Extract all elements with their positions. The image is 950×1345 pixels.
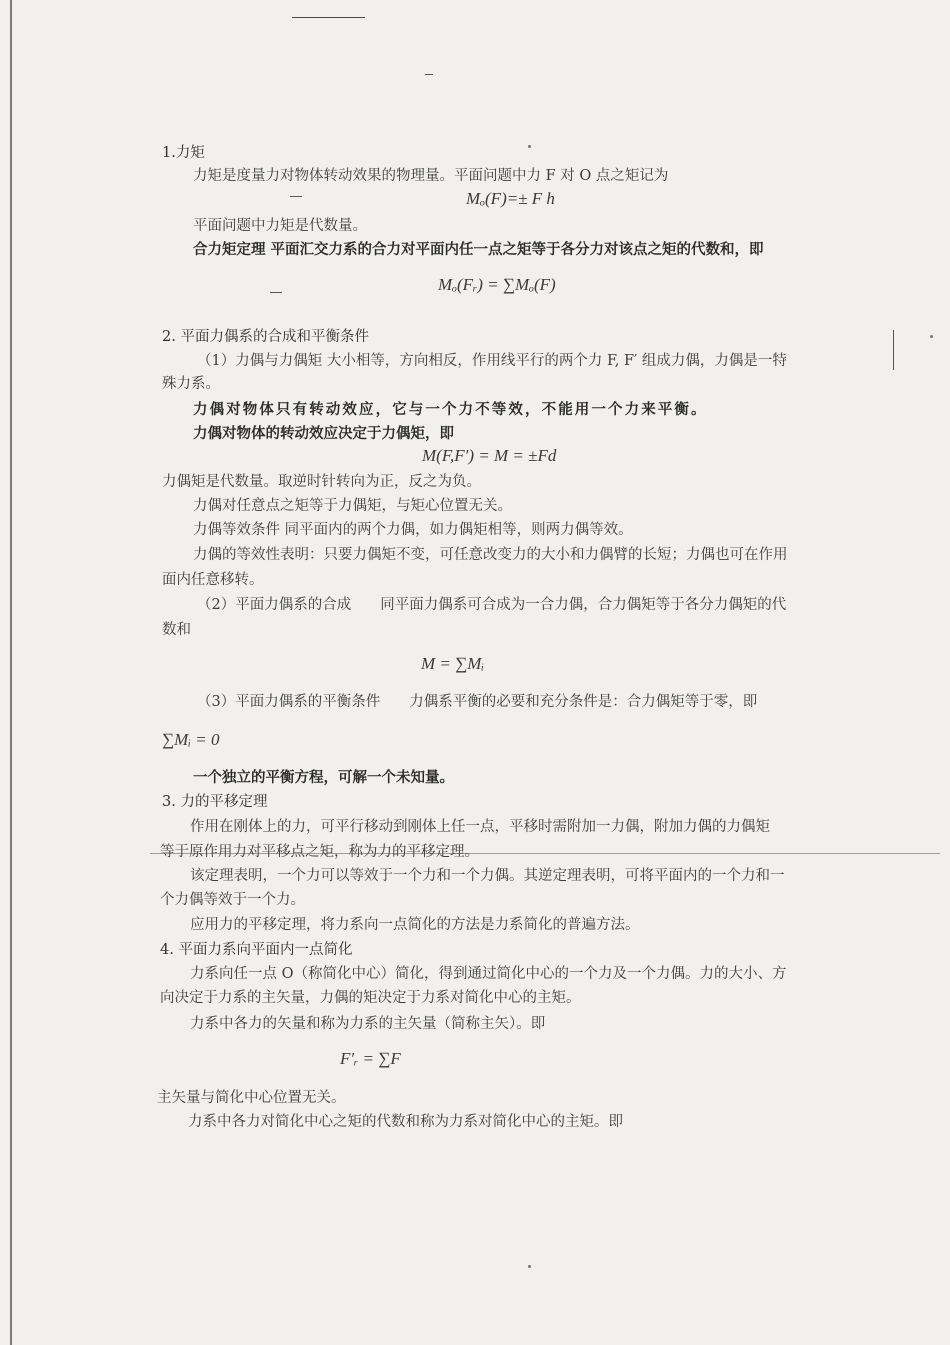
paragraph: 殊力系。 (162, 376, 220, 392)
paragraph: 力系向任一点 O（称简化中心）简化，得到通过简化中心的一个力及一个力偶。力的大小、方 (190, 966, 787, 982)
paragraph: 力偶对任意点之矩等于力偶矩，与矩心位置无关。 (193, 498, 512, 514)
scan-mark (290, 196, 302, 197)
section-1-title: 1.力矩 (162, 145, 205, 161)
paragraph: 力偶的等效性表明：只要力偶矩不变，可任意改变力的大小和力偶臂的长短；力偶也可在作用 (193, 547, 788, 563)
paragraph: 向决定于力系的主矢量，力偶的矩决定于力系对简化中心的主矩。 (160, 990, 581, 1006)
paragraph: 平面问题中力矩是代数量。 (193, 218, 367, 234)
paragraph: 力系中各力对简化中心之矩的代数和称为力系对简化中心的主矩。即 (188, 1114, 623, 1130)
paragraph-theorem: 合力矩定理 平面汇交力系的合力对平面内任一点之矩等于各分力对该点之矩的代数和，即 (193, 241, 764, 258)
equation-couple-sum: M = ∑Mᵢ (421, 654, 485, 673)
scan-speck (528, 1265, 531, 1268)
equation-equilibrium: ∑Mᵢ = 0 (162, 730, 220, 749)
paragraph: 力系中各力的矢量和称为力系的主矢量（简称主矢）。即 (190, 1016, 546, 1032)
paragraph: 主矢量与简化中心位置无关。 (157, 1090, 346, 1106)
paragraph: 应用力的平移定理，将力系向一点简化的方法是力系简化的普遍方法。 (190, 917, 640, 933)
paragraph: 该定理表明，一个力可以等效于一个力和一个力偶。其逆定理表明，可将平面内的一个力和一 (190, 868, 785, 884)
section-2-title: 2. 平面力偶系的合成和平衡条件 (162, 329, 369, 345)
equation-principal-vector: F′ᵣ = ∑F (340, 1049, 401, 1068)
scan-edge-line (10, 0, 12, 1345)
paragraph: 一个独立的平衡方程，可解一个未知量。 (193, 769, 454, 786)
paragraph: 等于原作用力对平移点之矩，称为力的平移定理。 (160, 844, 479, 860)
equation-couple-moment: M(F,F′) = M = ±Fd (422, 446, 557, 465)
paragraph: （2）平面力偶系的合成 同平面力偶系可合成为一合力偶，合力偶矩等于各分力偶矩的代 (197, 597, 787, 613)
paragraph: （1）力偶与力偶矩 大小相等，方向相反，作用线平行的两个力 F, F′ 组成力偶，力偶是一特 (197, 353, 787, 369)
paragraph: （3）平面力偶系的平衡条件 力偶系平衡的必要和充分条件是：合力偶矩等于零，即 (197, 694, 758, 710)
equation-resultant-moment: Mₒ(Fᵣ) = ∑Mₒ(F) (438, 275, 556, 294)
scan-mark (425, 74, 433, 75)
paragraph: 力偶矩是代数量。取逆时针转向为正，反之为负。 (162, 474, 481, 490)
paragraph: 个力偶等效于一个力。 (160, 892, 305, 908)
equation-moment: Mₒ(F)=± F h (466, 189, 555, 208)
scan-mark (893, 330, 894, 370)
section-3-title: 3. 力的平移定理 (162, 794, 268, 810)
paragraph: 数和 (162, 622, 191, 638)
top-rule (292, 17, 365, 18)
scan-speck (930, 335, 933, 338)
paragraph: 力偶对物体的转动效应决定于力偶矩，即 (193, 425, 454, 442)
paragraph-emphasis: 力偶对物体只有转动效应，它与一个力不等效，不能用一个力来平衡。 (193, 401, 708, 418)
section-4-title: 4. 平面力系向平面内一点简化 (160, 942, 353, 958)
scan-speck (528, 145, 531, 148)
paragraph: 作用在刚体上的力，可平行移动到刚体上任一点，平移时需附加一力偶，附加力偶的力偶矩 (190, 819, 770, 835)
scan-mark (270, 292, 282, 293)
paragraph: 面内任意移转。 (162, 572, 264, 588)
paragraph: 力偶等效条件 同平面内的两个力偶，如力偶矩相等，则两力偶等效。 (193, 522, 633, 538)
paragraph: 力矩是度量力对物体转动效果的物理量。平面问题中力 F 对 O 点之矩记为 (193, 168, 669, 184)
